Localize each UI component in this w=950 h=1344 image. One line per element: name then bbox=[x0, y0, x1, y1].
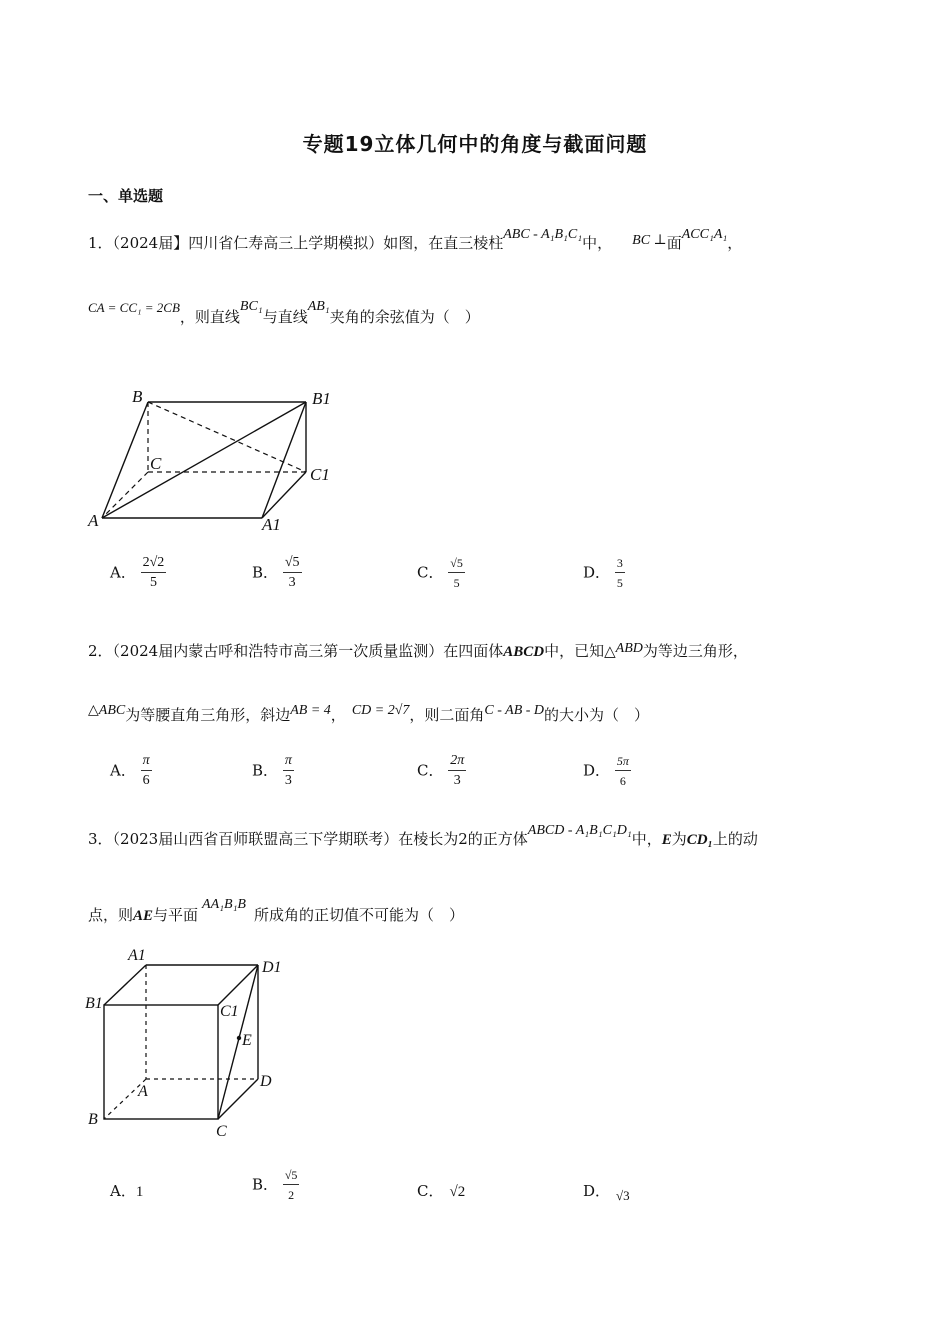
option-letter: A． bbox=[110, 1182, 136, 1200]
q2-expr4: CD = 2√7 bbox=[351, 703, 410, 718]
fraction-denominator: 5 bbox=[616, 576, 623, 590]
fraction-denominator: 3 bbox=[288, 575, 296, 590]
q2-option-b[interactable] bbox=[252, 752, 294, 791]
q3-option-a[interactable] bbox=[110, 1180, 143, 1201]
section-heading: 一、单选题 bbox=[88, 187, 164, 205]
q2-expr3: AB = 4 bbox=[290, 703, 331, 718]
q1-text-c: 与直线 bbox=[262, 308, 308, 326]
q1-option-d[interactable] bbox=[583, 554, 625, 593]
q1-expr6: AB₁ bbox=[307, 299, 330, 314]
q2-text-f: 的大小为（ ） bbox=[544, 706, 650, 724]
q2-text-b: 中，已知△ bbox=[544, 642, 616, 660]
q2-text-e: ，则二面角 bbox=[409, 706, 485, 724]
fraction-numerator: 3 bbox=[615, 554, 625, 573]
q3-label-A1: A1 bbox=[128, 947, 146, 964]
fraction-numerator: 2π bbox=[448, 752, 466, 771]
q3-option-b[interactable] bbox=[252, 1166, 299, 1205]
fraction-denominator: 3 bbox=[284, 773, 292, 788]
q1-option-c[interactable] bbox=[417, 554, 465, 593]
q1-label-A: A bbox=[88, 511, 99, 530]
fraction-numerator: √5 bbox=[283, 554, 302, 573]
fraction-numerator: 2√2 bbox=[141, 554, 167, 573]
q3-expr1: ABCD - A₁B₁C₁D₁ bbox=[527, 823, 632, 838]
q2-expr2: △ABC bbox=[88, 703, 126, 718]
q3-cd1: CD₁ bbox=[686, 832, 713, 848]
q3-text-a: 3．（2023届山西省百师联盟高三下学期联考）在棱长为2的正方体 bbox=[88, 830, 528, 848]
q1-label-C: C bbox=[150, 454, 162, 473]
fraction-numerator: √5 bbox=[283, 1166, 300, 1185]
option-letter: C． bbox=[417, 1182, 444, 1200]
q3-label-D1: D1 bbox=[262, 959, 282, 976]
q2-line2 bbox=[88, 704, 649, 725]
page-title: 专题19立体几何中的角度与截面问题 bbox=[302, 132, 648, 156]
q1-text-d: 夹角的余弦值为（ ） bbox=[329, 308, 480, 326]
q3-text-g: 所成角的正切值不可能为（ ） bbox=[254, 906, 465, 924]
q3-option-c[interactable] bbox=[417, 1180, 465, 1201]
option-letter: A． bbox=[110, 563, 136, 582]
q1-text-end1: ， bbox=[727, 234, 743, 252]
q1-prism-figure bbox=[80, 380, 350, 540]
fraction-numerator: √5 bbox=[448, 554, 465, 573]
q3-text-c: 为 bbox=[671, 830, 687, 848]
q1-expr4: CA = CC₁ = 2CB bbox=[88, 300, 180, 315]
q3-text-b: 中， bbox=[631, 830, 662, 848]
option-letter: D． bbox=[583, 761, 611, 780]
option-value: √2 bbox=[449, 1184, 466, 1200]
q2-abcd: ABCD bbox=[503, 644, 545, 660]
q1-label-B: B bbox=[132, 387, 143, 406]
q1-label-A1: A1 bbox=[262, 515, 281, 534]
option-letter: A． bbox=[110, 761, 136, 780]
q1-expr5: BC₁ bbox=[239, 299, 263, 314]
fraction-denominator: 5 bbox=[453, 576, 460, 590]
q2-option-a[interactable] bbox=[110, 752, 152, 791]
option-letter: B． bbox=[252, 1175, 279, 1194]
q1-option-a[interactable] bbox=[110, 554, 166, 593]
q2-text-c: 为等边三角形， bbox=[642, 642, 748, 660]
q3-cube-figure bbox=[80, 940, 300, 1140]
q3-label-C1: C1 bbox=[220, 1003, 239, 1020]
fraction-denominator: 3 bbox=[453, 773, 461, 788]
q1-option-b[interactable] bbox=[252, 554, 302, 593]
q3-line2 bbox=[88, 897, 465, 925]
q2-expr5: C - AB - D bbox=[484, 703, 545, 718]
q3-label-B: B bbox=[88, 1111, 98, 1128]
q1-line1 bbox=[88, 227, 743, 253]
q3-label-B1: B1 bbox=[85, 995, 103, 1012]
q2-option-d[interactable] bbox=[583, 752, 631, 791]
q3-ae: AE bbox=[133, 908, 154, 924]
q2-text-d: 为等腰直角三角形，斜边 bbox=[125, 706, 291, 724]
q1-label-C1: C1 bbox=[310, 465, 330, 484]
q1-expr1: ABC - A₁B₁C₁ bbox=[503, 227, 583, 242]
option-letter: B． bbox=[252, 761, 279, 780]
q1-label-B1: B1 bbox=[312, 389, 331, 408]
option-letter: B． bbox=[252, 563, 279, 582]
q2-text-a: 2．（2024届内蒙古呼和浩特市高三第一次质量监测）在四面体 bbox=[88, 642, 504, 660]
option-value: √3 bbox=[616, 1188, 630, 1203]
q1-expr3: ACC₁A₁ bbox=[681, 227, 728, 242]
q1-text-b: ，则直线 bbox=[179, 308, 240, 326]
option-letter: C． bbox=[417, 563, 444, 582]
fraction-numerator: 5π bbox=[615, 752, 631, 771]
q3-label-C: C bbox=[216, 1123, 227, 1140]
q3-text-d: 上的动 bbox=[712, 830, 758, 848]
option-letter: D． bbox=[583, 563, 611, 582]
fraction-denominator: 6 bbox=[142, 773, 150, 788]
q2-line1 bbox=[88, 640, 748, 661]
q3-text-f: 与平面 bbox=[153, 906, 199, 924]
q3-label-A: A bbox=[138, 1083, 148, 1100]
q1-text-mid1: 中， bbox=[582, 234, 613, 252]
q1-line2 bbox=[88, 299, 480, 327]
fraction-numerator: π bbox=[141, 752, 152, 771]
q3-e: E bbox=[661, 832, 672, 848]
q2-comma: ， bbox=[330, 706, 346, 724]
q3-label-D: D bbox=[260, 1073, 272, 1090]
q3-option-d[interactable] bbox=[583, 1180, 630, 1201]
fraction-denominator: 2 bbox=[288, 1188, 295, 1202]
q3-line1 bbox=[88, 823, 758, 849]
fraction-numerator: π bbox=[283, 752, 294, 771]
q2-expr1: ABD bbox=[615, 641, 643, 656]
q1-text-mid2: 面 bbox=[666, 234, 682, 252]
q3-expr2: AA₁B₁B bbox=[202, 897, 246, 912]
q2-option-c[interactable] bbox=[417, 752, 466, 791]
q1-expr2: BC ⊥ bbox=[632, 233, 667, 248]
option-letter: C． bbox=[417, 761, 444, 780]
fraction-denominator: 6 bbox=[619, 774, 626, 788]
q3-text-e: 点，则 bbox=[88, 906, 134, 924]
q3-label-E: E bbox=[242, 1032, 252, 1049]
fraction-denominator: 5 bbox=[149, 575, 157, 590]
option-letter: D． bbox=[583, 1182, 611, 1200]
q1-text-a: 1．（2024届】四川省仁寿高三上学期模拟）如图，在直三棱柱 bbox=[88, 234, 504, 252]
option-value: 1 bbox=[135, 1184, 144, 1200]
